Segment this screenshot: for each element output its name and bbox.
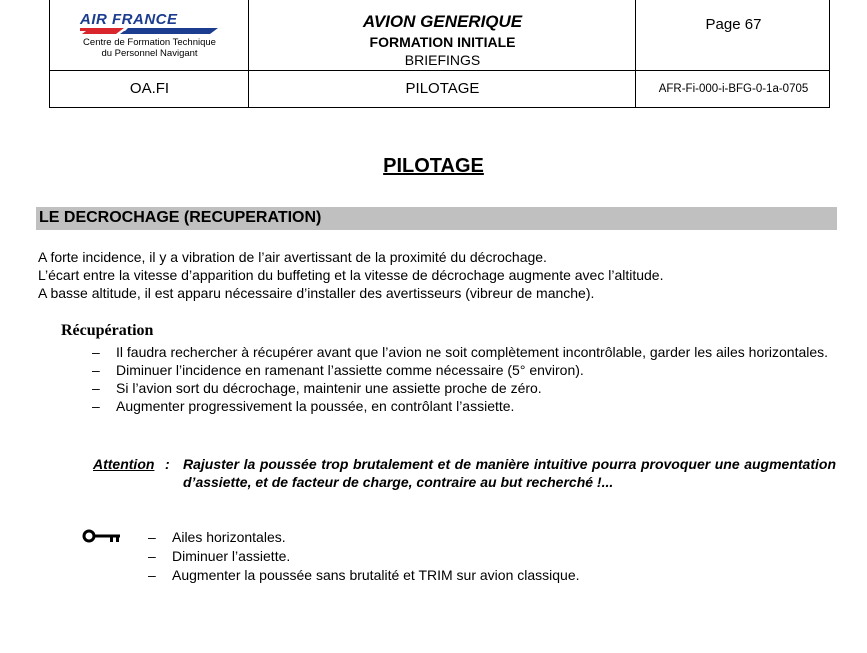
list-item [148, 547, 828, 566]
intro-line: L’écart entre la vitesse d’apparition du buffeting et la vitesse de décrochage augmente avec l’altitude. [38, 267, 664, 283]
intro-paragraph [38, 248, 838, 302]
logo-subtitle-line2: du Personnel Navigant [101, 48, 198, 59]
list-item [92, 343, 835, 361]
list-item-text: Ailes horizontales. [172, 529, 286, 545]
bullet-dash: – [92, 380, 100, 396]
recovery-list [92, 343, 835, 415]
list-item-text: Si l’avion sort du décrochage, maintenir une assiette proche de zéro. [116, 380, 542, 396]
attention-colon: : [165, 456, 170, 472]
header-code-left: OA.FI [129, 80, 170, 97]
recovery-heading: Récupération [61, 322, 154, 339]
list-item [92, 361, 835, 379]
page-number-cell [636, 0, 831, 70]
attention-note [93, 455, 836, 491]
header-title: AVION GENERIQUE [362, 12, 523, 31]
bullet-dash: – [92, 362, 100, 378]
header-code-middle: PILOTAGE [405, 80, 480, 97]
logo-subtitle [50, 37, 249, 59]
page-title: PILOTAGE [383, 155, 484, 177]
intro-line: A basse altitude, il est apparu nécessaire d’installer des avertisseurs (vibreur de manche). [38, 285, 595, 301]
air-france-logo [50, 0, 249, 70]
attention-label: Attention [93, 456, 155, 472]
bullet-dash: – [92, 344, 100, 360]
list-item [148, 566, 828, 585]
page-number: Page 67 [705, 16, 762, 33]
list-item-text: Diminuer l’assiette. [172, 548, 291, 564]
list-item [92, 379, 835, 397]
list-item-text: Augmenter la poussée sans brutalité et TRIM sur avion classique. [172, 567, 580, 583]
bullet-dash: – [148, 529, 156, 545]
header-title-cell [249, 0, 636, 70]
key-icon [82, 528, 122, 544]
logo-brand: AIR FRANCE [80, 11, 178, 28]
section-heading: LE DECROCHAGE (RECUPERATION) [39, 209, 322, 226]
header-reference: AFR-Fi-000-i-BFG-0-1a-0705 [658, 83, 809, 95]
list-item [148, 528, 828, 547]
list-item-text: Il faudra rechercher à récupérer avant que l’avion ne soit complètement incontrôlable, garder les ailes horizontales. [116, 344, 829, 360]
attention-text: Rajuster la poussée trop brutalement et de manière intuitive pourra provoquer une augmentation d’assiette, et de facteur de charge, contraire au but recherché !... [183, 456, 836, 490]
logo-stripes-icon [80, 28, 218, 34]
list-item [92, 397, 835, 415]
logo-subtitle-line1: Centre de Formation Technique [83, 37, 216, 48]
list-item-text: Diminuer l’incidence en ramenant l’assiette comme nécessaire (5° environ). [116, 362, 584, 378]
list-item-text: Augmenter progressivement la poussée, en contrôlant l’assiette. [116, 398, 515, 414]
key-points-list [148, 528, 828, 585]
bullet-dash: – [148, 548, 156, 564]
bullet-dash: – [92, 398, 100, 414]
header-subtitle: FORMATION INITIALE [369, 34, 516, 50]
header-category: BRIEFINGS [404, 52, 481, 68]
intro-line: A forte incidence, il y a vibration de l’air avertissant de la proximité du décrochage. [38, 249, 547, 265]
section-heading-bar [36, 207, 837, 230]
bullet-dash: – [148, 567, 156, 583]
document-header [49, 0, 830, 108]
